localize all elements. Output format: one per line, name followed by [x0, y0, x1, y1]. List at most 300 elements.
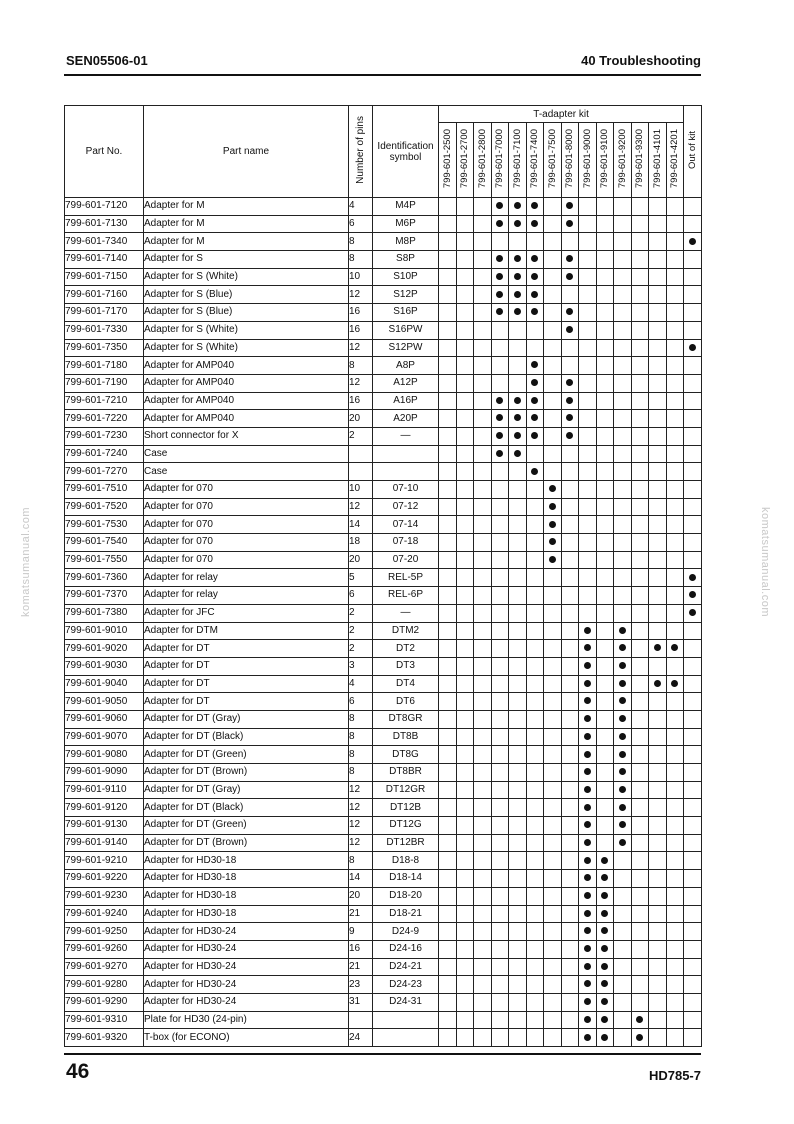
- part-no-cell: 799-601-7150: [65, 268, 144, 286]
- kit-mark-cell: [491, 516, 509, 534]
- included-dot-icon: [619, 786, 626, 793]
- kit-mark-cell: [439, 445, 457, 463]
- included-dot-icon: [671, 644, 678, 651]
- kit-mark-cell: [631, 339, 649, 357]
- kit-mark-cell: [491, 622, 509, 640]
- col-header-kit-text: 799-601-8000: [564, 128, 576, 189]
- kit-mark-cell: [579, 268, 597, 286]
- kit-mark-cell: [649, 764, 667, 782]
- kit-mark-cell: [666, 551, 684, 569]
- part-no-cell: 799-601-7330: [65, 321, 144, 339]
- kit-mark-cell: [526, 604, 544, 622]
- kit-mark-cell: [474, 799, 492, 817]
- kit-mark-cell: [439, 498, 457, 516]
- table-row: [65, 304, 702, 322]
- kit-mark-cell: [684, 940, 702, 958]
- kit-mark-cell: [561, 339, 579, 357]
- kit-mark-cell: [579, 251, 597, 269]
- col-header-part-name: Part name: [144, 106, 349, 198]
- pins-cell: 6: [349, 215, 373, 233]
- part-name-cell: Adapter for HD30-18: [144, 852, 349, 870]
- included-dot-icon: [549, 556, 556, 563]
- kit-mark-cell: [544, 870, 562, 888]
- kit-mark-cell: [526, 622, 544, 640]
- part-no-cell: 799-601-9210: [65, 852, 144, 870]
- kit-mark-cell: [456, 976, 474, 994]
- kit-mark-cell: [491, 834, 509, 852]
- pins-cell: 10: [349, 268, 373, 286]
- kit-mark-cell: [526, 764, 544, 782]
- kit-mark-cell: [474, 198, 492, 216]
- table-row: [65, 657, 702, 675]
- table-row: [65, 1029, 702, 1047]
- kit-mark-cell: [544, 268, 562, 286]
- included-dot-icon: [689, 238, 696, 245]
- kit-mark-cell: [596, 304, 614, 322]
- part-name-cell: Adapter for AMP040: [144, 374, 349, 392]
- included-dot-icon: [584, 1034, 591, 1041]
- kit-mark-cell: [614, 357, 632, 375]
- kit-mark-cell: [526, 410, 544, 428]
- kit-mark-cell: [509, 233, 527, 251]
- kit-mark-cell: [474, 268, 492, 286]
- kit-mark-cell: [439, 887, 457, 905]
- kit-mark-cell: [649, 657, 667, 675]
- kit-mark-cell: [509, 251, 527, 269]
- included-dot-icon: [689, 591, 696, 598]
- kit-mark-cell: [596, 746, 614, 764]
- part-name-cell: Adapter for AMP040: [144, 357, 349, 375]
- kit-mark-cell: [561, 516, 579, 534]
- kit-mark-cell: [596, 427, 614, 445]
- kit-mark-cell: [614, 427, 632, 445]
- kit-mark-cell: [666, 976, 684, 994]
- kit-mark-cell: [666, 817, 684, 835]
- kit-mark-cell: [544, 746, 562, 764]
- kit-mark-cell: [579, 427, 597, 445]
- kit-mark-cell: [631, 887, 649, 905]
- kit-mark-cell: [596, 657, 614, 675]
- table-row: [65, 923, 702, 941]
- kit-mark-cell: [666, 604, 684, 622]
- kit-mark-cell: [649, 251, 667, 269]
- included-dot-icon: [514, 432, 521, 439]
- kit-mark-cell: [491, 321, 509, 339]
- kit-mark-cell: [649, 622, 667, 640]
- kit-mark-cell: [596, 693, 614, 711]
- pins-cell: 2: [349, 604, 373, 622]
- kit-mark-cell: [579, 781, 597, 799]
- kit-mark-cell: [526, 268, 544, 286]
- part-no-cell: 799-601-9220: [65, 870, 144, 888]
- kit-mark-cell: [491, 551, 509, 569]
- part-no-cell: 799-601-9050: [65, 693, 144, 711]
- kit-mark-cell: [684, 410, 702, 428]
- kit-mark-cell: [456, 339, 474, 357]
- part-no-cell: 799-601-7130: [65, 215, 144, 233]
- included-dot-icon: [601, 1016, 608, 1023]
- kit-mark-cell: [666, 693, 684, 711]
- kit-mark-cell: [526, 551, 544, 569]
- kit-mark-cell: [666, 1029, 684, 1047]
- part-name-cell: Adapter for M: [144, 198, 349, 216]
- kit-mark-cell: [614, 1011, 632, 1029]
- included-dot-icon: [584, 715, 591, 722]
- included-dot-icon: [584, 857, 591, 864]
- kit-mark-cell: [684, 445, 702, 463]
- part-name-cell: Adapter for HD30-24: [144, 958, 349, 976]
- included-dot-icon: [584, 662, 591, 669]
- kit-mark-cell: [666, 746, 684, 764]
- kit-mark-cell: [649, 799, 667, 817]
- pins-cell: 14: [349, 516, 373, 534]
- kit-mark-cell: [509, 304, 527, 322]
- col-header-pins-text: Number of pins: [355, 116, 366, 184]
- included-dot-icon: [531, 361, 538, 368]
- pins-cell: 12: [349, 817, 373, 835]
- col-header-kit-12: [649, 123, 667, 198]
- kit-mark-cell: [579, 498, 597, 516]
- kit-mark-cell: [561, 993, 579, 1011]
- kit-mark-cell: [666, 657, 684, 675]
- kit-mark-cell: [491, 604, 509, 622]
- kit-mark-cell: [684, 233, 702, 251]
- included-dot-icon: [531, 432, 538, 439]
- kit-mark-cell: [649, 321, 667, 339]
- kit-mark-cell: [684, 657, 702, 675]
- part-no-cell: 799-601-7180: [65, 357, 144, 375]
- kit-mark-cell: [596, 321, 614, 339]
- kit-mark-cell: [526, 958, 544, 976]
- kit-mark-cell: [631, 1011, 649, 1029]
- included-dot-icon: [601, 927, 608, 934]
- kit-mark-cell: [509, 887, 527, 905]
- kit-mark-cell: [649, 923, 667, 941]
- kit-mark-cell: [544, 958, 562, 976]
- kit-mark-cell: [491, 746, 509, 764]
- kit-mark-cell: [561, 781, 579, 799]
- kit-mark-cell: [544, 640, 562, 658]
- kit-mark-cell: [666, 481, 684, 499]
- kit-mark-cell: [649, 993, 667, 1011]
- symbol-cell: D24-9: [373, 923, 439, 941]
- kit-mark-cell: [631, 799, 649, 817]
- pins-cell: 3: [349, 657, 373, 675]
- table-row: [65, 587, 702, 605]
- kit-mark-cell: [614, 657, 632, 675]
- pins-cell: 12: [349, 498, 373, 516]
- kit-mark-cell: [456, 657, 474, 675]
- included-dot-icon: [514, 308, 521, 315]
- kit-mark-cell: [649, 215, 667, 233]
- col-header-kit-text: 799-601-2500: [441, 128, 453, 189]
- included-dot-icon: [619, 644, 626, 651]
- kit-mark-cell: [439, 427, 457, 445]
- kit-mark-cell: [491, 710, 509, 728]
- included-dot-icon: [689, 574, 696, 581]
- kit-mark-cell: [439, 481, 457, 499]
- kit-mark-cell: [561, 958, 579, 976]
- part-no-cell: 799-601-9140: [65, 834, 144, 852]
- pins-cell: 8: [349, 251, 373, 269]
- included-dot-icon: [619, 804, 626, 811]
- kit-mark-cell: [491, 675, 509, 693]
- kit-mark-cell: [456, 799, 474, 817]
- included-dot-icon: [584, 751, 591, 758]
- part-name-cell: Adapter for DT (Brown): [144, 764, 349, 782]
- kit-mark-cell: [456, 587, 474, 605]
- kit-mark-cell: [474, 321, 492, 339]
- kit-mark-cell: [614, 993, 632, 1011]
- included-dot-icon: [514, 414, 521, 421]
- page-number: 46: [66, 1060, 90, 1083]
- kit-mark-cell: [614, 604, 632, 622]
- col-header-kit-4: [509, 123, 527, 198]
- kit-mark-cell: [509, 1011, 527, 1029]
- kit-mark-cell: [544, 675, 562, 693]
- kit-mark-cell: [456, 993, 474, 1011]
- kit-mark-cell: [439, 675, 457, 693]
- pins-cell: 8: [349, 746, 373, 764]
- pins-cell: 4: [349, 675, 373, 693]
- pins-cell: [349, 445, 373, 463]
- kit-mark-cell: [544, 286, 562, 304]
- pins-cell: 9: [349, 923, 373, 941]
- kit-mark-cell: [614, 764, 632, 782]
- kit-mark-cell: [544, 622, 562, 640]
- kit-mark-cell: [456, 622, 474, 640]
- kit-mark-cell: [544, 587, 562, 605]
- kit-mark-cell: [491, 993, 509, 1011]
- kit-mark-cell: [544, 693, 562, 711]
- kit-mark-cell: [684, 958, 702, 976]
- symbol-cell: D24-31: [373, 993, 439, 1011]
- pins-cell: 8: [349, 852, 373, 870]
- kit-mark-cell: [456, 781, 474, 799]
- part-name-cell: Adapter for S (Blue): [144, 286, 349, 304]
- kit-mark-cell: [474, 481, 492, 499]
- kit-mark-cell: [456, 463, 474, 481]
- kit-mark-cell: [631, 268, 649, 286]
- kit-mark-cell: [614, 587, 632, 605]
- kit-mark-cell: [491, 817, 509, 835]
- kit-mark-cell: [544, 923, 562, 941]
- kit-mark-cell: [491, 392, 509, 410]
- pins-cell: 23: [349, 976, 373, 994]
- symbol-cell: DT3: [373, 657, 439, 675]
- kit-mark-cell: [596, 675, 614, 693]
- part-name-cell: Adapter for M: [144, 215, 349, 233]
- kit-mark-cell: [666, 357, 684, 375]
- kit-mark-cell: [491, 728, 509, 746]
- header-rule: [64, 74, 701, 76]
- symbol-cell: DT2: [373, 640, 439, 658]
- kit-mark-cell: [631, 640, 649, 658]
- kit-mark-cell: [561, 852, 579, 870]
- included-dot-icon: [531, 220, 538, 227]
- kit-mark-cell: [526, 445, 544, 463]
- kit-mark-cell: [684, 640, 702, 658]
- kit-mark-cell: [439, 286, 457, 304]
- kit-mark-cell: [684, 463, 702, 481]
- kit-mark-cell: [596, 604, 614, 622]
- col-header-kit-13: [666, 123, 684, 198]
- kit-mark-cell: [631, 516, 649, 534]
- kit-mark-cell: [614, 817, 632, 835]
- kit-mark-cell: [579, 852, 597, 870]
- kit-mark-cell: [509, 498, 527, 516]
- part-no-cell: 799-601-7380: [65, 604, 144, 622]
- kit-mark-cell: [526, 693, 544, 711]
- kit-mark-cell: [666, 1011, 684, 1029]
- table-row: [65, 870, 702, 888]
- kit-mark-cell: [596, 551, 614, 569]
- kit-mark-cell: [561, 622, 579, 640]
- col-header-kit-text: 799-601-9200: [616, 128, 628, 189]
- part-name-cell: Adapter for S: [144, 251, 349, 269]
- kit-mark-cell: [631, 534, 649, 552]
- included-dot-icon: [619, 733, 626, 740]
- kit-mark-cell: [649, 357, 667, 375]
- part-no-cell: 799-601-7510: [65, 481, 144, 499]
- kit-mark-cell: [439, 923, 457, 941]
- symbol-cell: DT8GR: [373, 710, 439, 728]
- kit-mark-cell: [614, 534, 632, 552]
- kit-mark-cell: [439, 710, 457, 728]
- table-row: [65, 976, 702, 994]
- pins-cell: 8: [349, 728, 373, 746]
- kit-mark-cell: [684, 374, 702, 392]
- kit-mark-cell: [456, 834, 474, 852]
- col-header-kit-3: [491, 123, 509, 198]
- kit-mark-cell: [544, 993, 562, 1011]
- kit-mark-cell: [561, 764, 579, 782]
- kit-mark-cell: [509, 427, 527, 445]
- included-dot-icon: [619, 627, 626, 634]
- included-dot-icon: [549, 485, 556, 492]
- included-dot-icon: [584, 804, 591, 811]
- part-name-cell: Plate for HD30 (24-pin): [144, 1011, 349, 1029]
- kit-mark-cell: [456, 251, 474, 269]
- col-header-out-of-kit-text: Out of kit: [687, 130, 699, 169]
- kit-mark-cell: [684, 604, 702, 622]
- pins-cell: 12: [349, 339, 373, 357]
- table-row: [65, 534, 702, 552]
- kit-mark-cell: [596, 764, 614, 782]
- kit-mark-cell: [596, 923, 614, 941]
- included-dot-icon: [584, 768, 591, 775]
- table-row: [65, 445, 702, 463]
- kit-mark-cell: [579, 817, 597, 835]
- table-body: [65, 198, 702, 1047]
- table-row: [65, 339, 702, 357]
- part-name-cell: Adapter for M: [144, 233, 349, 251]
- table-row: [65, 268, 702, 286]
- kit-mark-cell: [631, 993, 649, 1011]
- kit-mark-cell: [526, 516, 544, 534]
- kit-mark-cell: [666, 834, 684, 852]
- symbol-cell: 07-10: [373, 481, 439, 499]
- kit-mark-cell: [544, 392, 562, 410]
- kit-mark-cell: [666, 463, 684, 481]
- included-dot-icon: [584, 786, 591, 793]
- part-name-cell: Adapter for HD30-24: [144, 923, 349, 941]
- kit-mark-cell: [579, 1029, 597, 1047]
- kit-mark-cell: [666, 675, 684, 693]
- kit-mark-cell: [509, 817, 527, 835]
- kit-mark-cell: [544, 251, 562, 269]
- included-dot-icon: [566, 273, 573, 280]
- symbol-cell: 07-18: [373, 534, 439, 552]
- kit-mark-cell: [509, 410, 527, 428]
- kit-mark-cell: [649, 498, 667, 516]
- kit-mark-cell: [491, 940, 509, 958]
- kit-mark-cell: [596, 374, 614, 392]
- included-dot-icon: [496, 450, 503, 457]
- kit-mark-cell: [579, 693, 597, 711]
- kit-mark-cell: [684, 1011, 702, 1029]
- kit-mark-cell: [684, 392, 702, 410]
- included-dot-icon: [496, 291, 503, 298]
- kit-mark-cell: [456, 445, 474, 463]
- kit-mark-cell: [614, 233, 632, 251]
- kit-mark-cell: [439, 198, 457, 216]
- kit-mark-cell: [491, 1011, 509, 1029]
- kit-mark-cell: [474, 976, 492, 994]
- kit-mark-cell: [614, 304, 632, 322]
- kit-mark-cell: [631, 569, 649, 587]
- kit-mark-cell: [596, 516, 614, 534]
- kit-mark-cell: [684, 675, 702, 693]
- kit-mark-cell: [491, 587, 509, 605]
- part-no-cell: 799-601-7240: [65, 445, 144, 463]
- kit-mark-cell: [579, 481, 597, 499]
- pins-cell: 20: [349, 887, 373, 905]
- kit-mark-cell: [684, 817, 702, 835]
- included-dot-icon: [619, 768, 626, 775]
- kit-mark-cell: [614, 675, 632, 693]
- included-dot-icon: [689, 609, 696, 616]
- kit-mark-cell: [474, 286, 492, 304]
- kit-mark-cell: [439, 693, 457, 711]
- kit-mark-cell: [631, 498, 649, 516]
- part-no-cell: 799-601-7350: [65, 339, 144, 357]
- kit-mark-cell: [544, 215, 562, 233]
- kit-mark-cell: [509, 339, 527, 357]
- kit-mark-cell: [439, 746, 457, 764]
- table-row: [65, 215, 702, 233]
- kit-mark-cell: [579, 764, 597, 782]
- kit-mark-cell: [614, 905, 632, 923]
- kit-mark-cell: [579, 870, 597, 888]
- table-header-row-1: [65, 106, 702, 123]
- pins-cell: 20: [349, 410, 373, 428]
- kit-mark-cell: [456, 604, 474, 622]
- kit-mark-cell: [631, 233, 649, 251]
- kit-mark-cell: [456, 923, 474, 941]
- kit-mark-cell: [614, 1029, 632, 1047]
- symbol-cell: A8P: [373, 357, 439, 375]
- col-header-kit-10: [614, 123, 632, 198]
- t-adapter-table: [64, 105, 702, 1047]
- kit-mark-cell: [649, 339, 667, 357]
- part-no-cell: 799-601-9030: [65, 657, 144, 675]
- kit-mark-cell: [631, 481, 649, 499]
- kit-mark-cell: [684, 852, 702, 870]
- included-dot-icon: [584, 874, 591, 881]
- part-name-cell: Adapter for relay: [144, 587, 349, 605]
- kit-mark-cell: [579, 215, 597, 233]
